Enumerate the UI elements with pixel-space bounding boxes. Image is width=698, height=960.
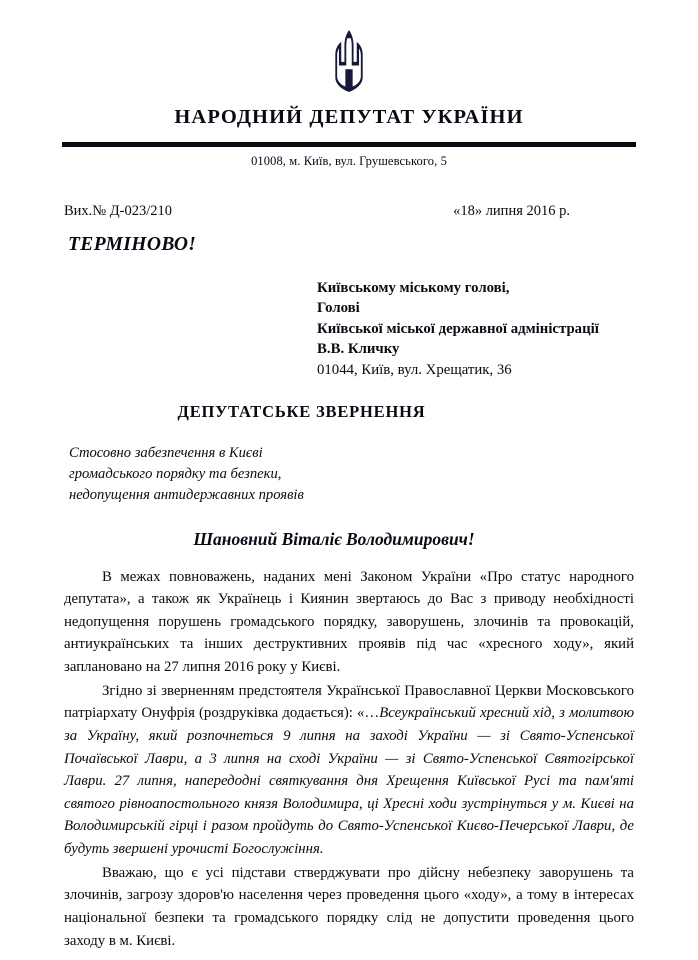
- addressee-line-4: В.В. Кличку: [317, 341, 400, 358]
- header-address: 01008, м. Київ, вул. Грушевського, 5: [251, 154, 447, 168]
- paragraph-1: В межах повноважень, наданих мені Законом України «Про статус народного депутата», а також як Українець і Киянин звертаюсь до Вас з приводу необхідності недопущення порушень громадського порядку, заворушень, злочинів та провокацій, антиукраїнських та інших деструктивних проявів під час «хресного ходу», який заплановано на 27 липня 2016 року у Києві.: [64, 568, 634, 675]
- document-type-heading: ДЕПУТАТСЬКЕ ЗВЕРНЕННЯ: [177, 402, 426, 422]
- addressee-postal-address: 01044, Київ, вул. Хрещатик, 36: [317, 361, 512, 378]
- urgent-label: ТЕРМІНОВО!: [68, 234, 197, 255]
- addressee-block: [62, 278, 636, 380]
- paragraph-2-lead: Згідно зі зверненням предстоятеля Української Православної Церкви Московського патріархату Онуфрія (роздруківка додається): «…: [64, 682, 634, 722]
- emblem-container: [62, 0, 636, 92]
- organization-title: НАРОДНИЙ ДЕПУТАТ УКРАЇНИ: [174, 106, 524, 128]
- addressee-line-2: Голові: [317, 300, 360, 317]
- paragraph-2: [64, 680, 634, 861]
- addressee-line-3: Київської міської державної адміністрації: [317, 320, 599, 337]
- reference-number: Вих.№ Д-023/210: [64, 203, 173, 219]
- subject-line-1: Стосовно забезпечення в Києві: [69, 445, 263, 462]
- addressee-line-1: Київському міському голові,: [317, 280, 510, 296]
- document-date: «18» липня 2016 р.: [453, 203, 570, 219]
- ukraine-coat-of-arms-tryzub-icon: [326, 30, 372, 92]
- meta-row: [62, 203, 636, 220]
- header-divider: [62, 142, 636, 147]
- subject-block: [62, 443, 636, 506]
- salutation: Шановний Віталіє Володимирович!: [193, 528, 475, 549]
- paragraph-3: Вважаю, що є усі підстави стверджувати про дійсну небезпеку заворушень та злочинів, загрозу здоров'ю населення через проведення цього «ходу», а тому в інтересах національної безпеки та громадського порядку слід не допустити проведення цього заходу в м. Києві.: [64, 864, 634, 949]
- subject-line-2: громадського порядку та безпеки,: [69, 466, 282, 483]
- body-text: [62, 566, 636, 953]
- paragraph-2-quote: Всеукраїнський хресний хід, з молитвою за Україну, який розпочнеться 9 липня на заході України — зі Свято-Успенської Почаївської Лаври, а 3 липня на сході України — зі Свято-Успенської Святогірської Лаври. 27 липня, напередодні святкування дня Хрещення Київської Русі та пам'яті святого рівноапостольного князя Володимира, ці Хресні ходи зустрінуться у м. Києві на Володимирській гірці і разом пройдуть до Свято-Успенської Києво-Печерської Лаври, де будуть звершені урочисті Богослужіння.: [64, 705, 635, 857]
- subject-line-3: недопущення антидержавних проявів: [69, 487, 304, 504]
